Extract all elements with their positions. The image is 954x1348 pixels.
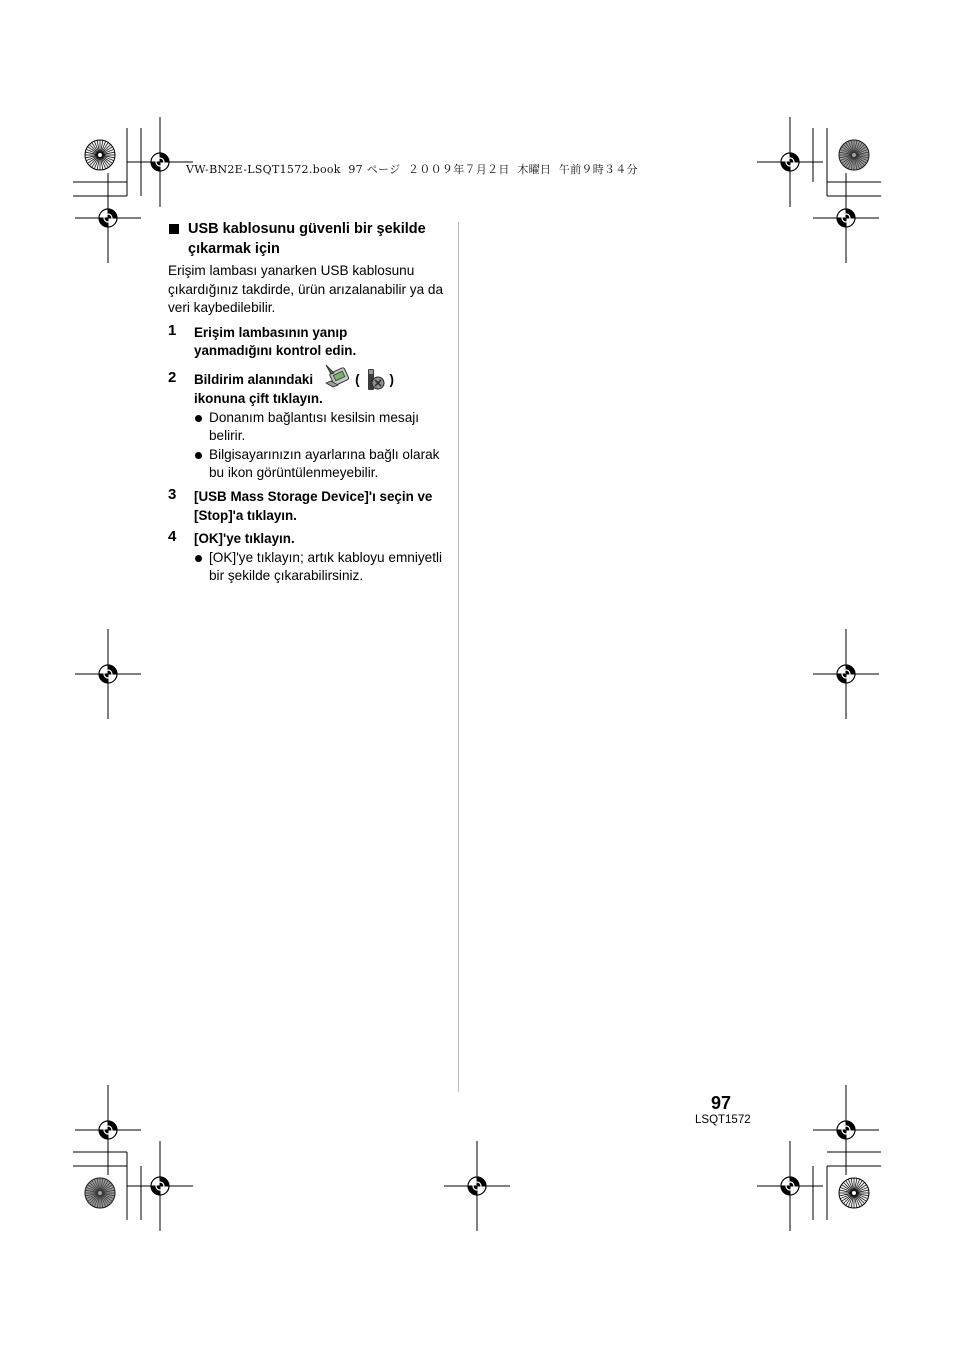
step-number: 4: [168, 528, 177, 546]
document-code: LSQT1572: [695, 1114, 751, 1126]
page-number: 97: [711, 1093, 732, 1113]
section-title: [168, 219, 450, 259]
step-2: [168, 368, 450, 483]
bullet-text: Donanım bağlantısı kesilsin mesajı belirir.: [209, 409, 420, 444]
step-number: 1: [168, 321, 177, 339]
file-info-header: VW-BN2E-LSQT1572.book 97 ページ ２００９年７月２日 木曜日 午前９時３４分: [186, 163, 638, 176]
safely-remove-hardware-icon: [323, 361, 351, 389]
usb-removal-section: [168, 219, 450, 586]
square-bullet-icon: [169, 224, 179, 234]
step-number: 2: [168, 368, 177, 386]
step-3: [168, 485, 450, 525]
step-text: [194, 371, 450, 409]
bullet-text: Bilgisayarınızın ayarlarına bağlı olarak bu ikon görüntülenmeyebilir.: [209, 446, 440, 481]
step-text-part-a: Bildirim alanındaki: [194, 372, 314, 388]
step-4: [168, 530, 450, 586]
step-text: [OK]'ye tıklayın.: [194, 531, 295, 547]
column-divider: [458, 222, 459, 1092]
step-text: [USB Mass Storage Device]'ı seçin ve [Stop]'a tıklayın.: [194, 488, 433, 523]
usb-device-icon: [363, 368, 387, 392]
bullet-icon: [195, 415, 202, 422]
bullet-icon: [195, 555, 202, 562]
paren-close: ): [389, 372, 394, 388]
section-intro: Erişim lambası yanarken USB kablosunu çıkardığınız takdirde, ürün arızalanabilir ya da veri kaybedilebilir.: [168, 263, 444, 316]
step-1: [168, 321, 450, 361]
paren-open: (: [355, 372, 360, 388]
list-item: [194, 446, 450, 483]
step-text-part-b: ikonuna çift tıklayın.: [194, 390, 323, 406]
section-title-text: USB kablosunu güvenli bir şekilde çıkarmak için: [188, 221, 426, 257]
bullet-icon: [195, 452, 202, 459]
step-number: 3: [168, 485, 177, 503]
list-item: [194, 409, 450, 446]
bullet-text: [OK]'ye tıklayın; artık kabloyu emniyetli bir şekilde çıkarabilirsiniz.: [209, 549, 443, 584]
step-text: Erişim lambasının yanıp yanmadığını kontrol edin.: [194, 324, 357, 359]
list-item: [194, 549, 450, 586]
